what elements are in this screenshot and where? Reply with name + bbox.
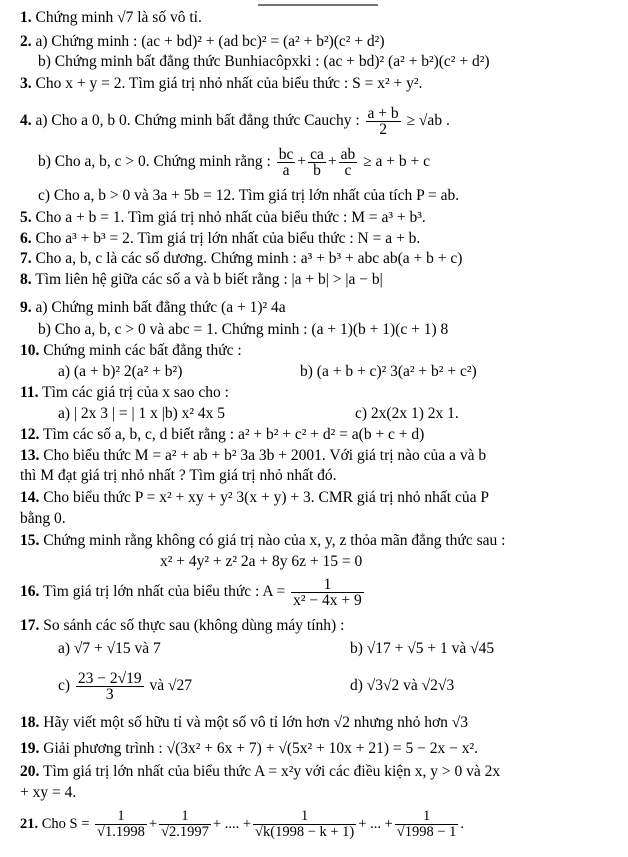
problem-15a: 15. Chứng minh rằng không có giá trị nào của x, y, z thỏa mãn đẳng thức sau : <box>20 532 506 549</box>
problem-9b: b) Cho a, b, c > 0 và abc = 1. Chứng minh : (a + 1)(b + 1)(c + 1) 8 <box>38 321 449 338</box>
problem-6: 6. Cho a³ + b³ = 2. Tìm giá trị lớn nhất của biểu thức : N = a + b. <box>20 230 421 247</box>
problem-11a: a) | 2x 3 | = | 1 x |b) x² 4x 5 <box>58 405 226 422</box>
problem-17a: a) √7 + √15 và 7 <box>58 640 161 657</box>
problem-21: 21. Cho S = $\frac{1}{√1.1998}$ + $\frac{1}{√2.1997}$ + .... + $\frac{1}{√k(1998 - k + 1)}$ + ... + $\frac{1}{√1998 - 1}$ . <box>20 808 465 841</box>
problem-18: 18. Hãy viết một số hữu tỉ và một số vô tỉ lớn hơn √2 nhưng nhỏ hơn √3 <box>20 714 469 731</box>
problem-17c: c) $\frac{23 - 2√19}{3}$ và √27 <box>58 669 193 703</box>
cauchy-fraction: $\frac{a + b}{2}$ <box>367 104 399 138</box>
problem-4b: b) Cho a, b, c > 0. Chứng minh rằng : $\frac{bc}{a}$ + $\frac{ca}{b}$ + $\frac{ab}{c}$ ≥ a + b + c <box>38 145 430 179</box>
problem-17b: b) √17 + √5 + 1 và √45 <box>350 640 495 657</box>
problem-13b: thì M đạt giá trị nhỏ nhất ? Tìm giá trị nhỏ nhất đó. <box>20 467 337 484</box>
problem-7: 7. Cho a, b, c là các số dương. Chứng minh : a³ + b³ + abc ab(a + b + c) <box>20 250 463 267</box>
header-cut-line <box>258 0 378 6</box>
problem-17: 17. So sánh các số thực sau (không dùng máy tính) : <box>20 617 345 634</box>
problem-15b: x² + 4y² + z² 2a + 8y 6z + 15 = 0 <box>160 553 363 570</box>
problem-10: 10. Chứng minh các bất đẳng thức : <box>20 342 242 359</box>
problem-20a: 20. Tìm giá trị lớn nhất của biểu thức A = x²y với các điều kiện x, y > 0 và 2x <box>20 763 501 780</box>
problem-5: 5. Cho a + b = 1. Tìm giá trị nhỏ nhất của biểu thức : M = a³ + b³. <box>20 209 426 226</box>
problem-19: 19. Giải phương trình : √(3x² + 6x + 7) + √(5x² + 10x + 21) = 5 − 2x − x². <box>20 740 479 757</box>
problem-20b: + xy = 4. <box>20 784 77 801</box>
problem-4c: c) Cho a, b > 0 và 3a + 5b = 12. Tìm giá trị lớn nhất của tích P = ab. <box>38 187 460 204</box>
problem-14b: bằng 0. <box>20 510 66 527</box>
problem-10a: a) (a + b)² 2(a² + b²) <box>58 363 183 380</box>
problem-16: 16. Tìm giá trị lớn nhất của biểu thức : A = $\frac{1}{\text{x² − 4x + 9}}$ <box>20 575 362 609</box>
problem-2b: b) Chứng minh bất đẳng thức Bunhiacôpxki : (ac + bd)² (a² + b²)(c² + d²) <box>38 53 490 70</box>
problem-1: 1. Chứng minh √7 là số vô tỉ. <box>20 9 202 26</box>
problem-9a: 9. a) Chứng minh bất đẳng thức (a + 1)² 4a <box>20 299 286 316</box>
problem-2a: 2. a) Chứng minh : (ac + bd)² + (ad bc)² = (a² + b²)(c² + d²) <box>20 33 385 50</box>
problem-12: 12. Tìm các số a, b, c, d biết rằng : a² + b² + c² + d² = a(b + c + d) <box>20 426 425 443</box>
problem-4a: 4. a) Cho a 0, b 0. Chứng minh bất đẳng thức Cauchy : $\frac{a + b}{2}$ ≥ √ab . <box>20 104 450 138</box>
problem-17d: d) √3√2 và √2√3 <box>350 677 455 694</box>
problem-13a: 13. Cho biểu thức M = a² + ab + b² 3a 3b + 2001. Với giá trị nào của a và b <box>20 447 487 464</box>
problem-11: 11. Tìm các giá trị của x sao cho : <box>20 384 229 401</box>
problem-8: 8. Tìm liên hệ giữa các số a và b biết rằng : |a + b| > |a − b| <box>20 271 383 288</box>
problem-3: 3. Cho x + y = 2. Tìm giá trị nhỏ nhất của biểu thức : S = x² + y². <box>20 75 423 92</box>
problem-14a: 14. Cho biểu thức P = x² + xy + y² 3(x + y) + 3. CMR giá trị nhỏ nhất của P <box>20 489 489 506</box>
problem-11c: c) 2x(2x 1) 2x 1. <box>355 405 459 422</box>
problem-10b: b) (a + b + c)² 3(a² + b² + c²) <box>300 363 477 380</box>
